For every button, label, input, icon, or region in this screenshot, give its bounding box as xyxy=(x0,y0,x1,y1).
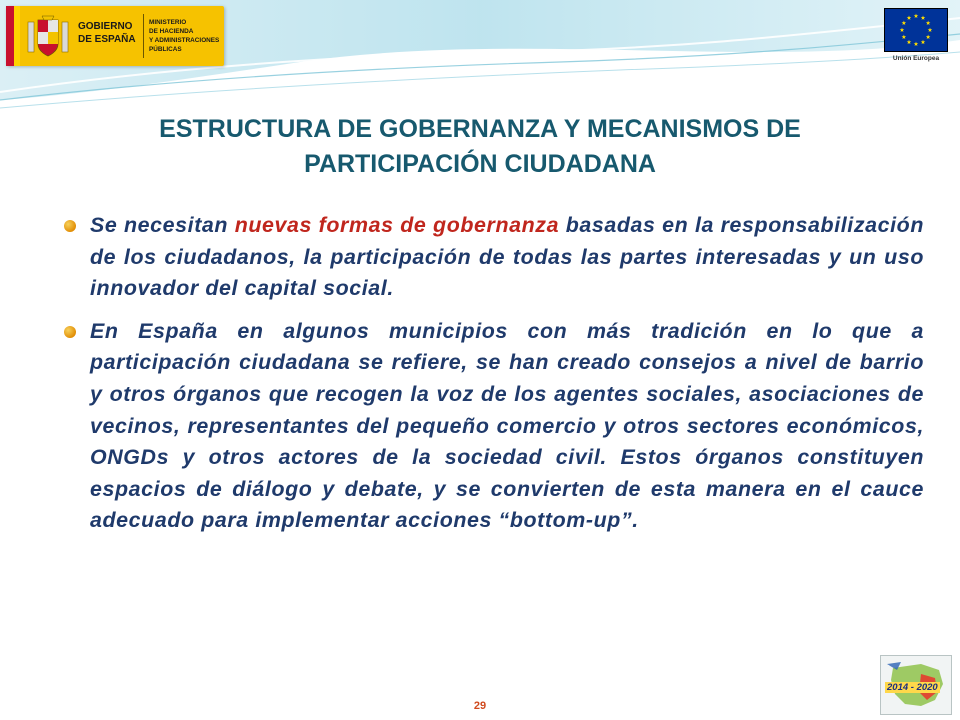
bullet-icon xyxy=(64,326,76,338)
slide-title xyxy=(40,112,920,182)
bullet-1-text-start: Se necesitan xyxy=(90,213,235,237)
eu-flag-icon xyxy=(884,8,948,52)
eu-star-icon xyxy=(928,28,933,32)
slide-body xyxy=(64,210,924,548)
slide-title-line-2: PARTICIPACIÓN CIUDADANA xyxy=(304,150,656,178)
eu-stars-icon xyxy=(885,9,947,51)
bullet-2-text: En España en algunos municipios con más tradición en lo que a participación ciudadana se refiere, se han creado consejos a nivel de barrio y otros órganos que recogen la voz de los agentes sociales, asociaciones de vecinos, representantes del pequeño comercio y otros sectores económicos, ONGDs y otros actores de la sociedad civil. Estos órganos constituyen espacios de diálogo y debate, y se convierten de esta manera en el cauce adecuado para implementar acciones “bottom-up”. xyxy=(90,318,924,533)
eu-label: Unión Europea xyxy=(892,55,940,62)
ministry-line-2: DE HACIENDA xyxy=(149,28,194,35)
bullet-item xyxy=(64,316,924,537)
eu-star-icon xyxy=(902,35,907,39)
flag-strip-red xyxy=(6,6,14,66)
eu-star-icon xyxy=(921,40,926,44)
flag-strip-yellow xyxy=(14,6,20,66)
ministry-line-3: Y ADMINISTRACIONES xyxy=(149,37,220,44)
ministry-line-1: MINISTERIO xyxy=(149,19,187,26)
eu-star-icon xyxy=(907,40,912,44)
bullet-1-highlight: nuevas formas de gobernanza xyxy=(234,213,560,237)
ministry-label xyxy=(149,18,223,54)
gobierno-espana-logo xyxy=(6,6,224,66)
union-europea-logo xyxy=(880,6,952,66)
bullet-item xyxy=(64,210,924,305)
bullet-1-text-end: basadas en la responsabilización de los ciudadanos, la participación de todas las partes interesadas y un uso innovador del capital social. xyxy=(90,213,925,301)
programme-years: 2014 - 2020 xyxy=(887,682,938,693)
eu-star-icon xyxy=(914,14,919,18)
page-number: 29 xyxy=(473,700,487,712)
programme-2014-2020-logo xyxy=(880,655,952,715)
gobierno-line-2: DE ESPAÑA xyxy=(78,34,136,45)
eu-star-icon xyxy=(926,35,931,39)
eu-star-icon xyxy=(921,15,926,19)
eu-star-icon xyxy=(907,15,912,19)
bullet-icon xyxy=(64,220,76,232)
eu-star-icon xyxy=(926,21,931,25)
eu-star-icon xyxy=(914,42,919,46)
slide-title-line-1: ESTRUCTURA DE GOBERNANZA Y MECANISMOS DE xyxy=(159,115,801,143)
ministry-line-4: PÚBLICAS xyxy=(149,46,182,53)
eu-star-icon xyxy=(900,28,905,32)
coat-of-arms-icon xyxy=(24,14,72,60)
gobierno-line-1: GOBIERNO xyxy=(78,21,133,32)
gobierno-label xyxy=(78,20,138,46)
logo-divider xyxy=(143,14,144,58)
eu-star-icon xyxy=(902,21,907,25)
